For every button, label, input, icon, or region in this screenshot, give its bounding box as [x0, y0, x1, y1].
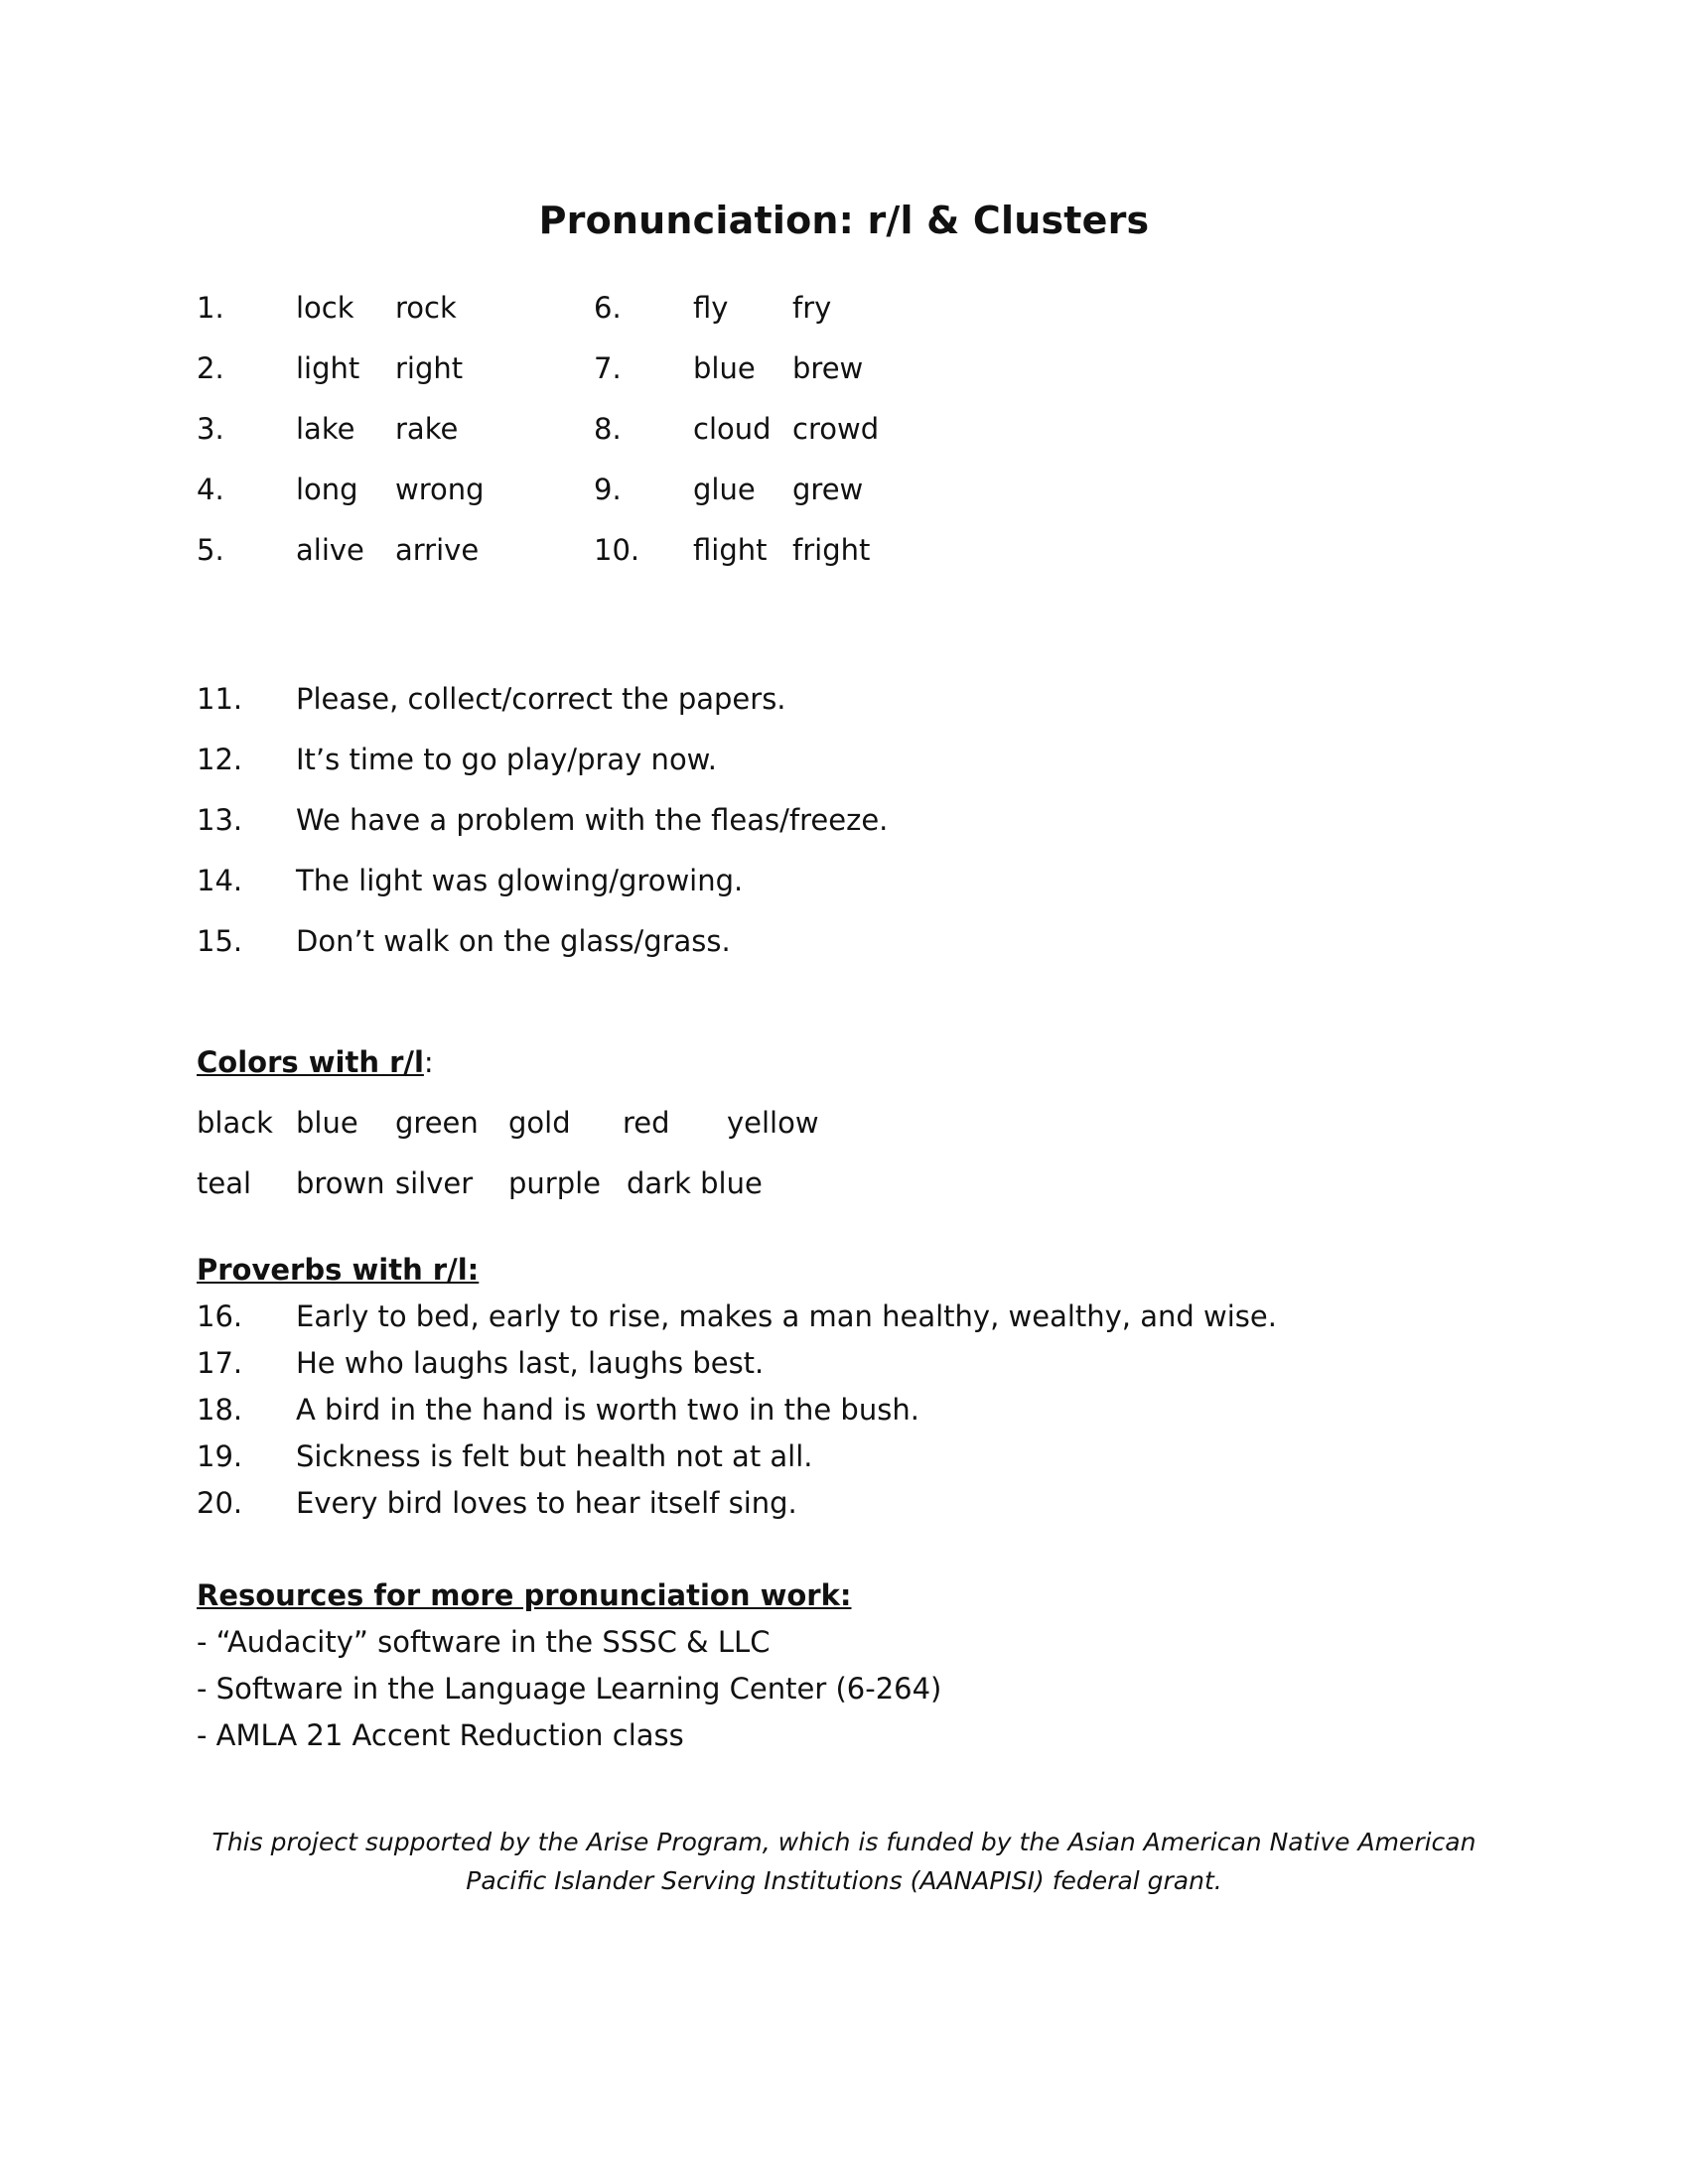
- sentence-number: 14.: [197, 864, 243, 897]
- resource-item: - AMLA 21 Accent Reduction class: [197, 1718, 684, 1752]
- color-word: green: [395, 1106, 479, 1140]
- pair-number: 1.: [197, 291, 224, 325]
- proverb-text: He who laughs last, laughs best.: [296, 1346, 765, 1380]
- color-word: teal: [197, 1166, 252, 1200]
- resources-heading: Resources for more pronunciation work:: [197, 1578, 852, 1612]
- proverb-text: Every bird loves to hear itself sing.: [296, 1486, 797, 1520]
- proverb-text: A bird in the hand is worth two in the bush.: [296, 1393, 919, 1427]
- pair-number: 9.: [594, 473, 622, 506]
- pair-word-r: fright: [792, 533, 871, 567]
- proverb-number: 16.: [197, 1299, 243, 1333]
- pair-number: 10.: [594, 533, 640, 567]
- pair-word-r: fry: [792, 291, 832, 325]
- color-word: yellow: [727, 1106, 819, 1140]
- sentence-text: The light was glowing/growing.: [296, 864, 744, 897]
- pair-word-l: blue: [693, 351, 756, 385]
- pair-word-l: alive: [296, 533, 364, 567]
- pair-word-r: brew: [792, 351, 864, 385]
- pair-word-r: wrong: [395, 473, 485, 506]
- page-title: Pronunciation: r/l & Clusters: [538, 199, 1150, 242]
- color-word: purple: [508, 1166, 602, 1200]
- sentence-text: Please, collect/correct the papers.: [296, 682, 786, 716]
- colors-heading: Colors with r/l: [197, 1045, 424, 1079]
- proverb-text: Early to bed, early to rise, makes a man healthy, wealthy, and wise.: [296, 1299, 1277, 1333]
- color-word: dark blue: [627, 1166, 763, 1200]
- sentence-text: It’s time to go play/pray now.: [296, 743, 717, 776]
- color-word: brown: [296, 1166, 385, 1200]
- pair-word-l: light: [296, 351, 360, 385]
- pair-word-r: grew: [792, 473, 864, 506]
- resource-item: - Software in the Language Learning Center (6-264): [197, 1672, 942, 1706]
- pair-number: 6.: [594, 291, 622, 325]
- color-word: silver: [395, 1166, 474, 1200]
- proverb-number: 17.: [197, 1346, 243, 1380]
- pair-word-r: arrive: [395, 533, 480, 567]
- sentence-text: We have a problem with the fleas/freeze.: [296, 803, 889, 837]
- resource-item: - “Audacity” software in the SSSC & LLC: [197, 1625, 771, 1659]
- sentence-number: 11.: [197, 682, 243, 716]
- proverb-text: Sickness is felt but health not at all.: [296, 1439, 813, 1473]
- pair-word-l: fly: [693, 291, 729, 325]
- proverb-number: 18.: [197, 1393, 243, 1427]
- proverb-number: 20.: [197, 1486, 243, 1520]
- pair-number: 5.: [197, 533, 224, 567]
- sentence-number: 15.: [197, 924, 243, 958]
- pair-word-r: rake: [395, 412, 459, 446]
- funding-footer: This project supported by the Arise Program, which is funded by the Asian American Native American Pacific Islander Serving Institutions (AANAPISI) federal grant.: [211, 1828, 1477, 1895]
- pair-word-l: lake: [296, 412, 355, 446]
- pair-word-r: crowd: [792, 412, 880, 446]
- pair-word-l: glue: [693, 473, 756, 506]
- color-word: red: [623, 1106, 670, 1140]
- color-word: blue: [296, 1106, 358, 1140]
- proverb-number: 19.: [197, 1439, 243, 1473]
- proverbs-heading: Proverbs with r/l:: [197, 1253, 480, 1287]
- pair-word-l: flight: [693, 533, 768, 567]
- pair-word-l: cloud: [693, 412, 772, 446]
- pair-word-r: right: [395, 351, 464, 385]
- sentence-text: Don’t walk on the glass/grass.: [296, 924, 731, 958]
- pair-number: 3.: [197, 412, 224, 446]
- pair-number: 7.: [594, 351, 622, 385]
- sentence-number: 12.: [197, 743, 243, 776]
- color-word: black: [197, 1106, 273, 1140]
- colors-heading-colon: :: [423, 1045, 434, 1079]
- pair-word-r: rock: [395, 291, 457, 325]
- color-word: gold: [508, 1106, 571, 1140]
- pair-number: 8.: [594, 412, 622, 446]
- pair-word-l: lock: [296, 291, 354, 325]
- sentence-number: 13.: [197, 803, 243, 837]
- pair-number: 4.: [197, 473, 224, 506]
- colors-heading-line: [197, 1045, 434, 1079]
- pair-number: 2.: [197, 351, 224, 385]
- pair-word-l: long: [296, 473, 358, 506]
